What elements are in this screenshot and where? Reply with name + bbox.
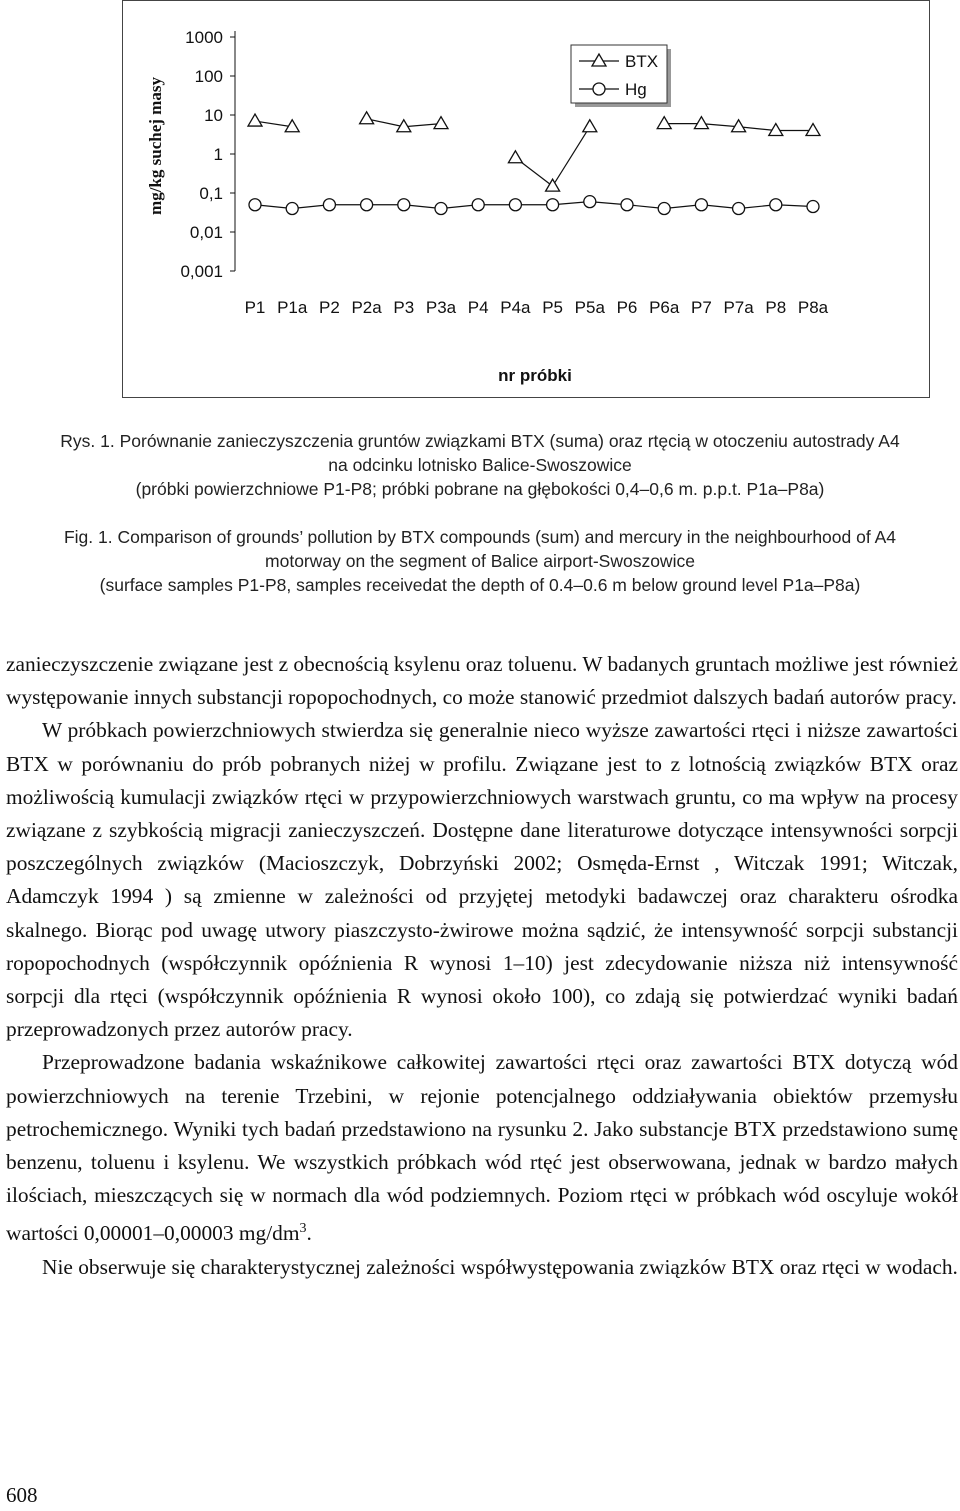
x-tick-label: P4 xyxy=(467,298,489,317)
hg-data-point xyxy=(584,196,596,208)
y-tick-label: 0,001 xyxy=(180,262,223,281)
btx-data-point xyxy=(694,117,708,129)
caption-en-line-1: Fig. 1. Comparison of grounds’ pollution by BTX compounds (sum) and mercury in the neighbourhood of A4 xyxy=(63,527,897,547)
x-tick-label: P1a xyxy=(277,298,308,317)
y-tick-label: 0,1 xyxy=(199,184,223,203)
btx-data-point xyxy=(360,112,374,124)
caption-en-line-2: motorway on the segment of Balice airport-Swoszowice xyxy=(265,551,695,571)
legend-hg-marker xyxy=(593,83,605,95)
x-tick-label: P8 xyxy=(765,298,787,317)
y-tick-label: 0,01 xyxy=(189,223,223,242)
x-axis-label: nr próbki xyxy=(498,366,572,385)
caption-pl-line-3: (próbki powierzchniowe P1-P8; próbki pobrane na głębokości 0,4–0,6 m. p.p.t. P1a–P8a) xyxy=(135,479,825,499)
x-tick-label: P8a xyxy=(797,298,829,317)
y-tick-label: 10 xyxy=(204,106,223,125)
y-tick-label: 1000 xyxy=(185,28,223,47)
x-tick-label: P7 xyxy=(691,298,712,317)
btx-data-point xyxy=(546,179,560,191)
paragraph-2: W próbkach powierzchniowych stwierdza się generalnie nieco wyższe zawartości rtęci i niższe zawartości BTX w porównaniu do prób pobranych niżej w profilu. Związane jest to z lotnością związków BTX oraz możliwością kumulacji związków rtęci w przypowierzchniowych warstwach gruntu, co ma wpływ na procesy związane z szybkością migracji zanieczyszczeń. Dostępne dane literaturowe dotyczące intensywności sorpcji poszczególnych związków (Macioszczyk, Dobrzyński 2002; Osmęda-Ernst , Witczak 1991; Witczak, Adamczyk 1994 ) są zmienne w zależności od przyjętej metodyki badawczej oraz charakteru ośrodka skalnego. Biorąc pod uwagę utwory piaszczysto-żwirowe można sądzić, że intensywność sorpcji substancji ropopochodnych (współczynnik opóźnienia R wynosi 1–10) jest zdecydowanie niższa niż intensywność sorpcji dla rtęci (współczynnik opóźnienia R wynosi około 100), co zdają się potwierdzać wyniki badań przeprowadzonych przez autorów pracy. xyxy=(6,718,958,1042)
paragraph-3-text: Przeprowadzone badania wskaźnikowe całkowitej zawartości rtęci oraz zawartości BTX dotyczą wód powierzchniowych na terenie Trzebini, w rejonie potencjalnego oddziaływania obiektów przemysłu petrochemicznego. Wyniki tych badań przedstawiono na rysunku 2. Jako substancje BTX przedstawiono sumę benzenu, toluenu i ksylenu. We wszystkich próbkach wód rtęć jest obserwowana, jednak w bardzo małych ilościach, mieszczących się w normach dla wód podziemnych. Poziom rtęci w próbkach wód oscyluje wokół wartości 0,00001–0,00003 mg/dm xyxy=(6,1050,958,1246)
x-tick-label: P7a xyxy=(723,298,754,317)
caption-pl-line-1: Rys. 1. Porównanie zanieczyszczenia gruntów związkami BTX (suma) oraz rtęcią w otoczeniu autostrady A4 xyxy=(60,431,900,451)
btx-data-point xyxy=(657,117,671,129)
paragraph-1: zanieczyszczenie związane jest z obecnością ksylenu oraz toluenu. W badanych gruntach możliwe jest również występowanie innych substancji ropopochodnych, co może stanowić przedmiot dalszych badań autorów pracy. xyxy=(6,652,958,710)
hg-data-point xyxy=(249,199,261,211)
btx-data-point xyxy=(434,117,448,129)
hg-data-point xyxy=(323,199,335,211)
figure-caption-english xyxy=(0,525,960,597)
btx-data-point xyxy=(583,120,597,132)
caption-pl-line-2: na odcinku lotnisko Balice-Swoszowice xyxy=(328,455,632,475)
body-text xyxy=(6,648,958,1284)
x-tick-label: P5 xyxy=(542,298,563,317)
btx-data-point xyxy=(248,114,262,126)
x-tick-label: P4a xyxy=(500,298,531,317)
hg-data-point xyxy=(770,199,782,211)
figure-1-chart xyxy=(122,0,930,398)
x-tick-label: P3 xyxy=(393,298,415,317)
hg-series-line xyxy=(255,202,813,209)
caption-en-line-3: (surface samples P1-P8, samples receivedat the depth of 0.4–0.6 m below ground level P1a–P8a) xyxy=(99,575,861,595)
paragraph-4: Nie obserwuje się charakterystycznej zależności współwystępowania związków BTX oraz rtęci w wodach. xyxy=(42,1254,958,1279)
hg-data-point xyxy=(509,199,521,211)
btx-data-point xyxy=(806,124,820,136)
x-tick-label: P2 xyxy=(319,298,340,317)
chart-canvas xyxy=(123,1,929,397)
page-number: 608 xyxy=(6,1483,38,1507)
superscript-3: 3 xyxy=(299,1221,307,1237)
x-tick-label: P3a xyxy=(425,298,457,317)
hg-data-point xyxy=(398,199,410,211)
y-tick-label: 100 xyxy=(194,67,223,86)
hg-data-point xyxy=(733,203,745,215)
hg-data-point xyxy=(547,199,559,211)
x-tick-label: P6 xyxy=(616,298,638,317)
y-axis-label: mg/kg suchej masy xyxy=(146,77,165,215)
x-tick-label: P6a xyxy=(649,298,680,317)
legend-label: BTX xyxy=(625,52,659,71)
hg-data-point xyxy=(361,199,373,211)
figure-caption-polish xyxy=(0,429,960,501)
hg-data-point xyxy=(807,201,819,213)
hg-data-point xyxy=(695,199,707,211)
hg-data-point xyxy=(435,203,447,215)
hg-data-point xyxy=(286,203,298,215)
btx-data-point xyxy=(508,151,522,163)
legend-label: Hg xyxy=(625,80,647,99)
x-tick-label: P2a xyxy=(351,298,382,317)
x-tick-label: P1 xyxy=(244,298,266,317)
hg-data-point xyxy=(472,199,484,211)
paragraph-3-end: . xyxy=(306,1221,312,1246)
hg-data-point xyxy=(621,199,633,211)
y-tick-label: 1 xyxy=(213,145,223,164)
x-tick-label: P5a xyxy=(574,298,605,317)
hg-data-point xyxy=(658,203,670,215)
btx-series-segment xyxy=(553,127,590,186)
paragraph-3 xyxy=(6,1046,958,1250)
